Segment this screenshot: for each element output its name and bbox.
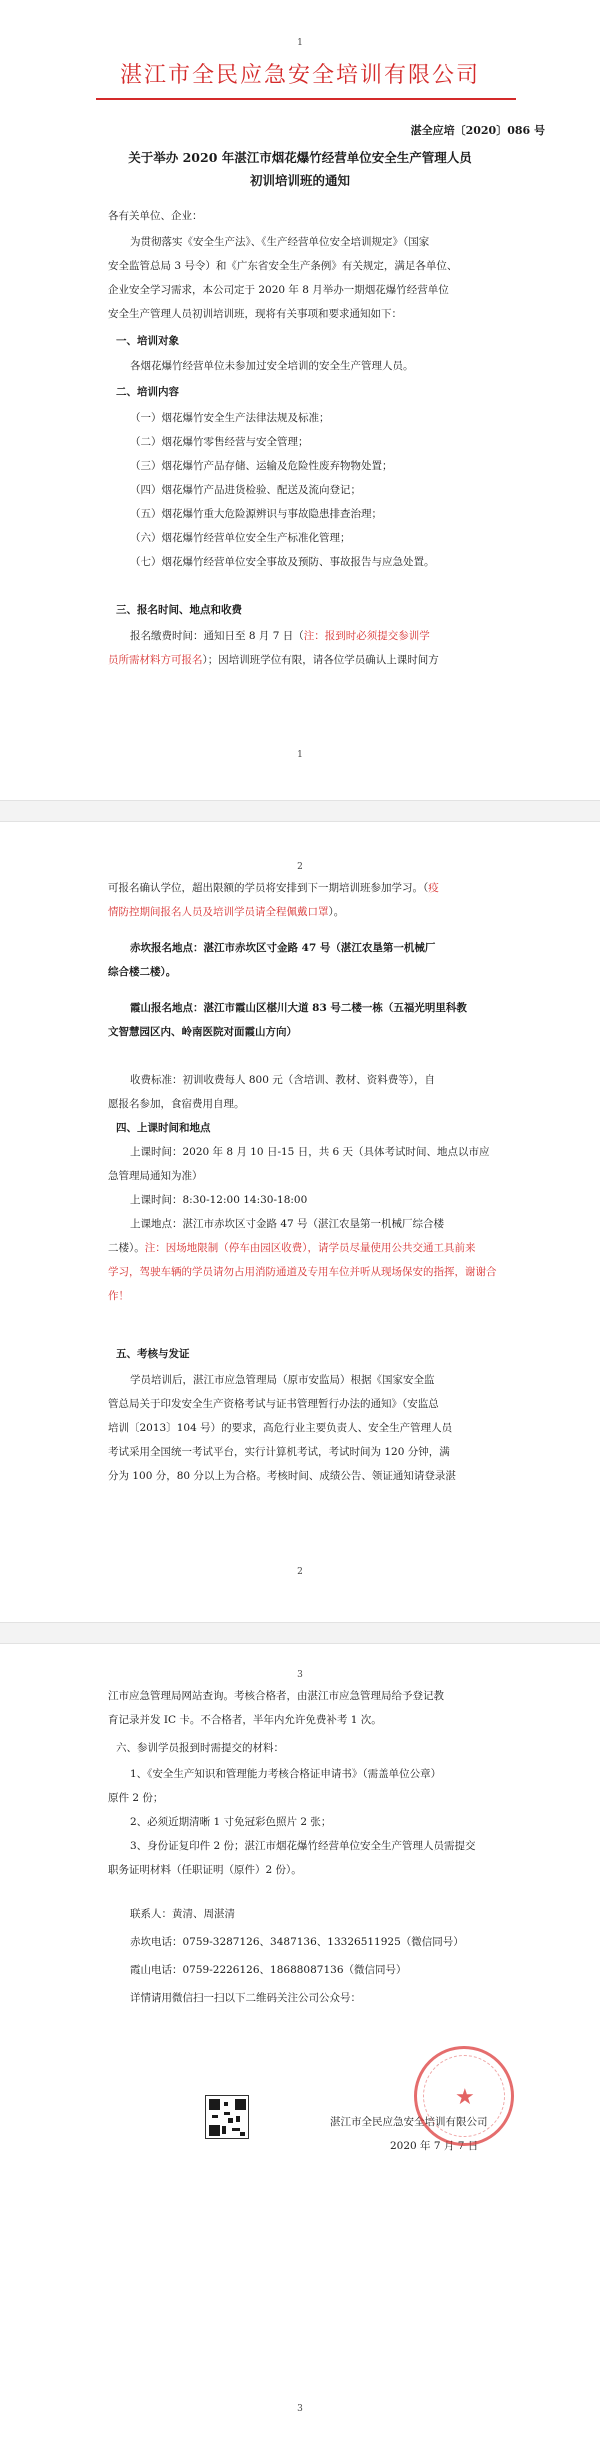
fee-time-note: 注：报到时必须提交参训学 — [303, 630, 430, 642]
intro-line: 安全生产管理人员初训培训班，现将有关事项和要求通知如下： — [108, 308, 402, 320]
section-heading: 五、考核与发证 — [116, 1348, 190, 1360]
list-item: （三）烟花爆竹产品存储、运输及危险性废弃物物处置； — [130, 460, 393, 472]
list-item: （五）烟花爆竹重大危险源辨识与事故隐患排查治理； — [130, 508, 382, 520]
signature-organization: 湛江市全民应急安全培训有限公司 — [330, 2116, 488, 2128]
section-heading: 六、参训学员报到时需提交的材料： — [116, 1742, 284, 1754]
list-item: （四）烟花爆竹产品进货检验、配送及流向登记； — [130, 484, 361, 496]
exam-text: 分为 100 分，80 分以上为合格。考核时间、成绩公告、领证通知请登录湛 — [108, 1470, 456, 1482]
class-time: 上课时间：2020 年 8 月 10 日-15 日，共 6 天（具体考试时间、地点以市应 — [130, 1146, 490, 1158]
section-text — [130, 628, 552, 644]
section-heading: 一、培训对象 — [116, 335, 179, 347]
page-marker-top: 1 — [297, 38, 303, 48]
fee-standard: 收费标准：初训收费每人 800 元（含培训、教材、资料费等），自 — [130, 1074, 435, 1086]
class-place: 上课地点：湛江市赤坎区寸金路 47 号（湛江农垦第一机械厂综合楼 — [130, 1218, 445, 1230]
material-item: 原件 2 份； — [108, 1792, 164, 1804]
exam-text: 育记录并发 IC 卡。不合格者，半年内允许免费补考 1 次。 — [108, 1714, 382, 1726]
section-heading: 三、报名时间、地点和收费 — [116, 604, 242, 616]
exam-text: 江市应急管理局网站查询。考核合格者，由湛江市应急管理局给予登记教 — [108, 1690, 444, 1702]
enroll-text: 可报名确认学位，超出限额的学员将安排到下一期培训班参加学习。（ — [108, 882, 429, 894]
chikan-phone: 赤坎电话：0759-3287126、3487136、13326511925（微信同号） — [130, 1936, 464, 1948]
header-title: 湛江市全民应急安全培训有限公司 — [119, 63, 480, 88]
seal-star-icon: ★ — [455, 2085, 475, 2110]
exam-text: 培训〔2013〕104 号）的要求，高危行业主要负责人、安全生产管理人员 — [108, 1422, 453, 1434]
parking-note-text: 注：因场地限制（停车由园区收费），请学员尽量使用公共交通工具前来 — [144, 1242, 476, 1254]
enroll-text: ）。 — [328, 906, 345, 918]
page-2 — [0, 822, 600, 1622]
material-item: 1、《安全生产知识和管理能力考核合格证申请书》（需盖单位公章） — [130, 1768, 442, 1780]
chikan-label: 赤坎报名地点： — [130, 942, 204, 954]
wechat-note: 详情请用微信扫一扫以下二维码关注公司公众号： — [130, 1992, 361, 2004]
chikan-location — [130, 940, 552, 956]
salutation: 各有关单位、企业： — [108, 210, 203, 222]
list-item: （二）烟花爆竹零售经营与安全管理； — [130, 436, 309, 448]
exam-text: 考试采用全国统一考试平台，实行计算机考试，考试时间为 120 分钟，满 — [108, 1446, 450, 1458]
intro-line: 安全监管总局 3 号令）和《广东省安全生产条例》有关规定，满足各单位、 — [108, 260, 458, 272]
section-heading: 四、上课时间和地点 — [116, 1122, 211, 1134]
exam-text: 学员培训后，湛江市应急管理局（原市安监局）根据《国家安全监 — [130, 1374, 435, 1386]
page-1 — [0, 0, 600, 800]
page-marker-top: 3 — [297, 1670, 303, 1680]
chikan-address: 综合楼二楼）。 — [108, 966, 177, 978]
header-divider — [96, 98, 516, 100]
section-text — [108, 652, 552, 668]
section-text: 各烟花爆竹经营单位未参加过安全培训的安全生产管理人员。 — [130, 360, 414, 372]
xiashan-address: 湛江市霞山区椹川大道 83 号二楼一栋（五福光明里科教 — [203, 1002, 467, 1014]
intro-line: 为贯彻落实《安全生产法》、《生产经营单位安全培训规定》（国家 — [130, 236, 430, 248]
page-separator — [0, 800, 600, 822]
page-number: 3 — [297, 2404, 303, 2414]
parking-note-text: 作！ — [108, 1290, 129, 1302]
chikan-address: 湛江市赤坎区寸金路 47 号（湛江农垦第一机械厂 — [203, 942, 436, 954]
material-item: 3、身份证复印件 2 份；湛江市烟花爆竹经营单位安全生产管理人员需提交 — [130, 1840, 476, 1852]
wechat-qr-code — [205, 2095, 249, 2139]
class-place: 二楼）。 — [108, 1242, 145, 1254]
signature-date: 2020 年 7 月 7 日 — [390, 2140, 479, 2152]
fee-time-text: 报名缴费时间：通知日至 8 月 7 日（ — [130, 630, 304, 642]
fee-standard: 愿报名参加，食宿费用自理。 — [108, 1098, 245, 1110]
class-time: 急管理局通知为准） — [108, 1170, 203, 1182]
xiashan-location — [130, 1000, 552, 1016]
section-text — [108, 904, 552, 920]
document-title-line1: 关于举办 2020 年湛江市烟花爆竹经营单位安全生产管理人员 — [128, 150, 472, 165]
section-heading: 二、培训内容 — [116, 386, 179, 398]
xiashan-label: 霞山报名地点： — [130, 1002, 204, 1014]
page-number: 2 — [297, 1567, 303, 1577]
exam-text: 管总局关于印发安全生产资格考试与证书管理暂行办法的通知》（安监总 — [108, 1398, 439, 1410]
list-item: （六）烟花爆竹经营单位安全生产标准化管理； — [130, 532, 351, 544]
xiashan-address: 文智慧园区内、岭南医院对面霞山方向） — [108, 1026, 297, 1038]
page-marker-top: 2 — [297, 862, 303, 872]
list-item: （一）烟花爆竹安全生产法律法规及标准； — [130, 412, 330, 424]
contact-persons: 联系人：黄清、周湛清 — [130, 1908, 235, 1920]
xiashan-phone: 霞山电话：0759-2226126、18688087136（微信同号） — [130, 1964, 407, 1976]
company-seal-stamp — [414, 2046, 514, 2146]
parking-note — [108, 1240, 552, 1256]
material-item: 职务证明材料（任职证明（原件）2 份）。 — [108, 1864, 302, 1876]
document-number: 湛全应培〔2020〕086 号 — [410, 124, 545, 137]
intro-line: 企业安全学习需求，本公司定于 2020 年 8 月举办一期烟花爆竹经营单位 — [108, 284, 449, 296]
parking-note-text: 学习，驾驶车辆的学员请勿占用消防通道及专用车位并听从现场保安的指挥，谢谢合 — [108, 1266, 497, 1278]
class-time: 上课时间：8:30-12:00 14:30-18:00 — [130, 1194, 308, 1206]
epidemic-note: 疫 — [428, 882, 439, 894]
fee-time-text: ）；因培训班学位有限，请各位学员确认上课时间方 — [202, 654, 439, 666]
page-3 — [0, 1644, 600, 2461]
epidemic-note: 情防控期间报名人员及培训学员请全程佩戴口罩 — [108, 906, 329, 918]
page-separator — [0, 1622, 600, 1644]
document-title-line2: 初训培训班的通知 — [249, 173, 350, 188]
material-item: 2、必须近期清晰 1 寸免冠彩色照片 2 张； — [130, 1816, 332, 1828]
page-number: 1 — [297, 750, 303, 760]
list-item: （七）烟花爆竹经营单位安全事故及预防、事故报告与应急处置。 — [130, 556, 435, 568]
fee-time-note: 员所需材料方可报名 — [108, 654, 203, 666]
section-text — [108, 880, 552, 896]
